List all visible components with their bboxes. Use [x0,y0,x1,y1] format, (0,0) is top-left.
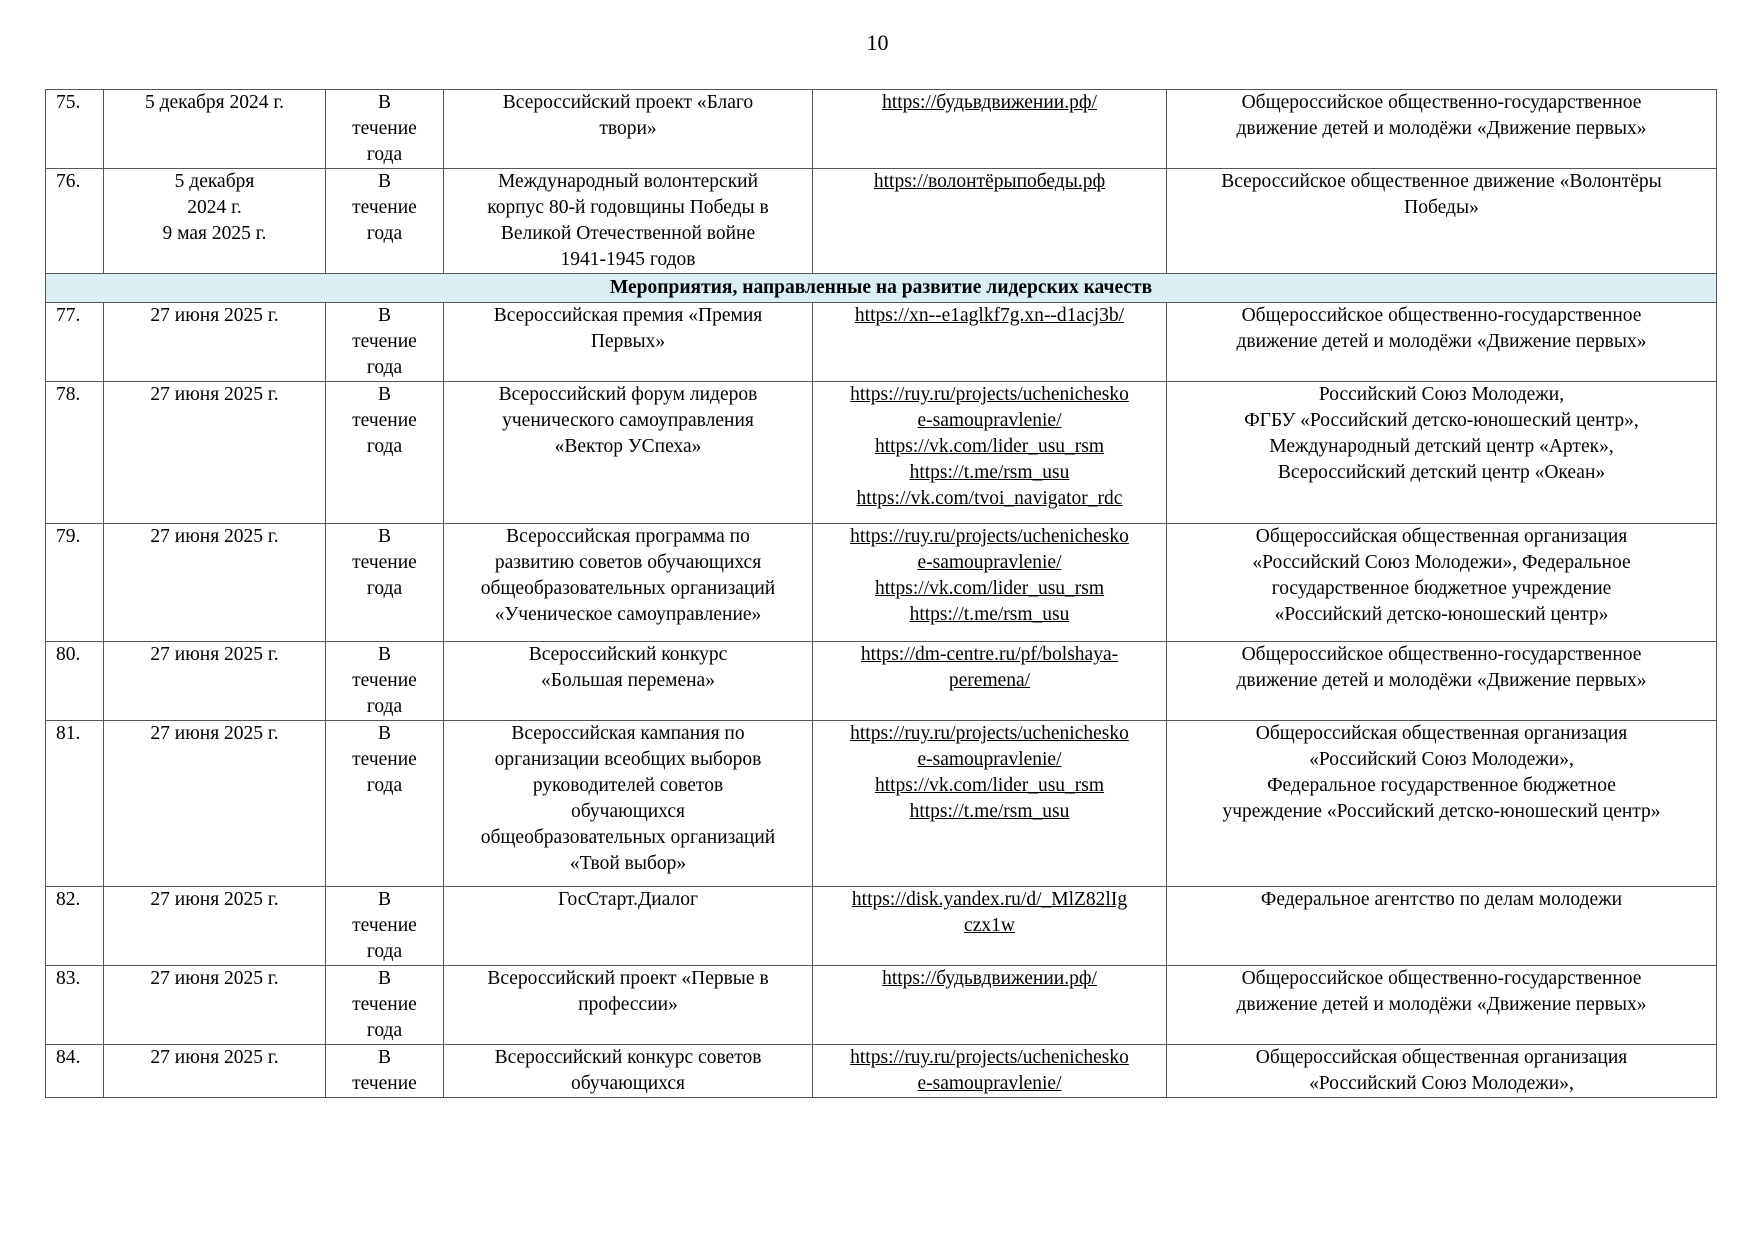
link-line[interactable]: https://t.me/rsm_usu [909,462,1070,483]
text-line: «Ученическое самоуправление» [494,604,762,625]
date-cell [104,524,326,642]
link-line[interactable]: https://vk.com/lider_usu_rsm [874,578,1105,599]
text-line: 27 июня 2025 г. [150,968,279,989]
text-line: 1941-1945 годов [560,249,696,270]
text-line: организации всеобщих выборов [494,749,762,770]
table-row [46,966,1717,1045]
link-line[interactable]: https://волонтёрыпобеды.рф [873,171,1106,192]
link-line[interactable]: e-samoupravlenie/ [917,552,1062,573]
text-line: общеобразовательных организаций [480,827,776,848]
text-line: 27 июня 2025 г. [150,526,279,547]
text-line: развитию советов обучающихся [494,552,762,573]
link-line[interactable]: e-samoupravlenie/ [917,1073,1062,1094]
link-line[interactable]: https://t.me/rsm_usu [909,604,1070,625]
text-line: обучающихся [571,801,685,822]
section-title: Мероприятия, направленные на развитие лидерских качеств [46,274,1717,303]
event-name-cell [444,642,813,721]
text-line: общеобразовательных организаций [480,578,776,599]
period-cell [326,966,444,1045]
text-line: 27 июня 2025 г. [150,889,279,910]
date-cell [104,169,326,274]
text-line: обучающихся [571,1073,685,1094]
text-line: движение детей и молодёжи «Движение первых» [1236,118,1647,139]
text-line: движение детей и молодёжи «Движение первых» [1236,670,1647,691]
text-line: В [377,644,391,665]
text-line: Всероссийский проект «Благо [502,92,754,113]
text-line: 27 июня 2025 г. [150,384,279,405]
events-table [45,89,1717,1098]
organizer-cell [1167,966,1717,1045]
organizer-cell [1167,169,1717,274]
text-line: Общероссийское общественно-государственное [1241,305,1642,326]
link-line[interactable]: https://ruy.ru/projects/uchenichesko [850,723,1129,744]
organizer-cell [1167,642,1717,721]
text-line: Победы» [1404,197,1479,218]
text-line: «Вектор УСпеха» [554,436,702,457]
text-line: Международный волонтерский [497,171,759,192]
text-line: 27 июня 2025 г. [150,723,279,744]
events-table-body [46,90,1717,1098]
table-row [46,1045,1717,1098]
text-line: В [377,889,391,910]
text-line: движение детей и молодёжи «Движение первых» [1236,331,1647,352]
text-line: года [366,436,403,457]
row-number-cell: 75. [46,90,104,169]
text-line: «Российский Союз Молодежи», [1309,1073,1574,1094]
text-line: государственное бюджетное учреждение [1271,578,1612,599]
row-number-cell: 79. [46,524,104,642]
event-name-cell [444,169,813,274]
date-cell [104,887,326,966]
link-line[interactable]: https://disk.yandex.ru/d/_MlZ82lIg [851,889,1128,910]
text-line: Всероссийское общественное движение «Волонтёры [1221,171,1662,192]
row-number-cell: 83. [46,966,104,1045]
text-line: течение [352,197,417,218]
link-line[interactable]: https://ruy.ru/projects/uchenichesko [850,526,1129,547]
links-cell [813,303,1167,382]
text-line: Общероссийское общественно-государственное [1241,968,1642,989]
text-line: 27 июня 2025 г. [150,305,279,326]
row-number-cell: 84. [46,1045,104,1098]
period-cell [326,169,444,274]
text-line: «Твой выбор» [569,853,687,874]
text-line: Всероссийский детский центр «Океан» [1277,462,1606,483]
organizer-cell [1167,382,1717,524]
text-line: года [366,696,403,717]
text-line: течение [352,994,417,1015]
date-cell [104,382,326,524]
text-line: Всероссийская программа по [506,526,750,547]
event-name-cell [444,303,813,382]
organizer-cell [1167,1045,1717,1098]
link-line[interactable]: https://будьвдвижении.рф/ [882,92,1097,113]
text-line: Всероссийский конкурс советов [494,1047,762,1068]
text-line: течение [352,1073,417,1094]
table-row [46,524,1717,642]
link-line[interactable]: https://t.me/rsm_usu [909,801,1070,822]
text-line: 2024 г. [187,197,242,218]
link-line[interactable]: czx1w [964,915,1015,936]
period-cell [326,642,444,721]
text-line: Международный детский центр «Артек», [1269,436,1614,457]
text-line: В [377,92,391,113]
section-header-row [46,274,1717,303]
text-line: течение [352,118,417,139]
link-line[interactable]: https://vk.com/lider_usu_rsm [874,775,1105,796]
links-cell [813,721,1167,887]
text-line: Всероссийская кампания по [511,723,745,744]
text-line: В [377,968,391,989]
period-cell [326,721,444,887]
text-line: Общероссийское общественно-государственное [1241,644,1642,665]
organizer-cell [1167,887,1717,966]
organizer-cell [1167,721,1717,887]
text-line: В [377,171,391,192]
text-line: Всероссийский проект «Первые в [487,968,769,989]
text-line: Общероссийское общественно-государственное [1241,92,1642,113]
text-line: Общероссийская общественная организация [1255,1047,1628,1068]
page-number: 10 [866,30,889,55]
date-cell [104,966,326,1045]
text-line: В [377,723,391,744]
event-name-cell [444,721,813,887]
text-line: учреждение «Российский детско-юношеский центр» [1222,801,1661,822]
text-line: года [366,144,403,165]
table-row [46,382,1717,524]
link-line[interactable]: https://dm-centre.ru/pf/bolshaya- [860,644,1119,665]
text-line: В [377,305,391,326]
text-line: твори» [599,118,657,139]
event-name-cell [444,887,813,966]
table-row [46,90,1717,169]
text-line: течение [352,915,417,936]
period-cell [326,1045,444,1098]
event-name-cell [444,524,813,642]
link-line[interactable]: e-samoupravlenie/ [917,749,1062,770]
text-line: года [366,223,403,244]
text-line: «Российский Союз Молодежи», [1309,749,1574,770]
links-cell [813,382,1167,524]
text-line: года [366,357,403,378]
text-line: течение [352,331,417,352]
text-line: Российский Союз Молодежи, [1318,384,1565,405]
text-line: Всероссийский форум лидеров [498,384,758,405]
links-cell [813,169,1167,274]
text-line: Первых» [590,331,666,352]
link-line[interactable]: e-samoupravlenie/ [917,410,1062,431]
text-line: Федеральное государственное бюджетное [1267,775,1616,796]
period-cell [326,887,444,966]
table-row [46,887,1717,966]
event-name-cell [444,1045,813,1098]
table-row [46,169,1717,274]
row-number-cell: 78. [46,382,104,524]
period-cell [326,90,444,169]
links-cell [813,642,1167,721]
row-number-cell: 76. [46,169,104,274]
text-line: В [377,1047,391,1068]
text-line: профессии» [578,994,678,1015]
text-line: В [377,384,391,405]
links-cell [813,90,1167,169]
text-line: ГосСтарт.Диалог [557,889,699,910]
event-name-cell [444,382,813,524]
link-line[interactable]: https://vk.com/tvoi_navigator_rdc [856,488,1123,509]
text-line: «Российский Союз Молодежи», Федеральное [1252,552,1631,573]
links-cell [813,887,1167,966]
text-line: корпус 80-й годовщины Победы в [487,197,769,218]
text-line: ученического самоуправления [502,410,754,431]
text-line: течение [352,670,417,691]
text-line: Великой Отечественной войне [500,223,756,244]
text-line: руководителей советов [532,775,724,796]
text-line: течение [352,410,417,431]
event-name-cell [444,966,813,1045]
date-cell [104,642,326,721]
text-line: Общероссийская общественная организация [1255,723,1628,744]
link-line[interactable]: https://ruy.ru/projects/uchenichesko [850,1047,1129,1068]
row-number-cell: 82. [46,887,104,966]
text-line: «Российский детско-юношеский центр» [1274,604,1609,625]
text-line: Федеральное агентство по делам молодежи [1260,889,1623,910]
text-line: года [366,578,403,599]
table-row [46,303,1717,382]
link-line[interactable]: https://ruy.ru/projects/uchenichesko [850,384,1129,405]
organizer-cell [1167,524,1717,642]
text-line: Всероссийский конкурс [528,644,728,665]
link-line[interactable]: https://xn--e1aglkf7g.xn--d1acj3b/ [854,305,1125,326]
text-line: 27 июня 2025 г. [150,1047,279,1068]
text-line: В [377,526,391,547]
period-cell [326,303,444,382]
date-cell [104,303,326,382]
text-line: года [366,775,403,796]
text-line: Всероссийская премия «Премия [493,305,763,326]
text-line: года [366,1020,403,1041]
text-line: ФГБУ «Российский детско-юношеский центр», [1244,410,1639,431]
link-line[interactable]: peremena/ [948,670,1031,691]
text-line: течение [352,749,417,770]
links-cell [813,1045,1167,1098]
text-line: 5 декабря [174,171,255,192]
link-line[interactable]: https://будьвдвижении.рф/ [882,968,1097,989]
text-line: течение [352,552,417,573]
links-cell [813,524,1167,642]
text-line: Общероссийская общественная организация [1255,526,1628,547]
link-line[interactable]: https://vk.com/lider_usu_rsm [874,436,1105,457]
text-line: 27 июня 2025 г. [150,644,279,665]
organizer-cell [1167,90,1717,169]
text-line: 9 мая 2025 г. [162,223,267,244]
text-line: движение детей и молодёжи «Движение первых» [1236,994,1647,1015]
table-row [46,642,1717,721]
row-number-cell: 80. [46,642,104,721]
text-line: 5 декабря 2024 г. [144,92,285,113]
period-cell [326,524,444,642]
event-name-cell [444,90,813,169]
text-line: года [366,941,403,962]
date-cell [104,1045,326,1098]
date-cell [104,721,326,887]
text-line: «Большая перемена» [541,670,715,691]
period-cell [326,382,444,524]
organizer-cell [1167,303,1717,382]
date-cell [104,90,326,169]
row-number-cell: 77. [46,303,104,382]
row-number-cell: 81. [46,721,104,887]
links-cell [813,966,1167,1045]
table-row [46,721,1717,887]
